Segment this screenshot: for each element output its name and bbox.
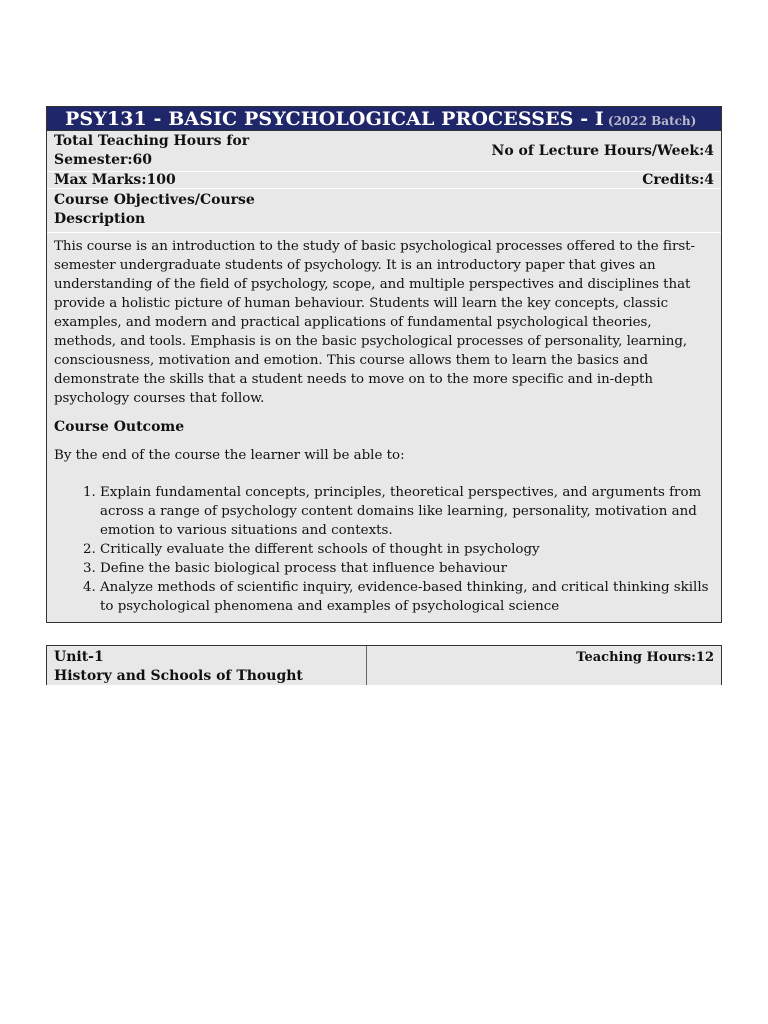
course-description: This course is an introduction to the study of basic psychological processes offered to the first-semester undergraduate students of psychology. It is an introductory paper that gives an understanding of the field of psychology, scope, and multiple perspectives and disciplines that provide a holistic picture of human behaviour. Students will learn the key concepts, classic examples, and modern and practical applications of fundamental psychological theories, methods, and tools. Emphasis is on the basic psychological processes of personality, learning, consciousness, motivation and emotion. This course allows them to learn the basics and demonstrate the skills that a student needs to move on to the more specific and in-depth psychology courses that follow. xyxy=(54,239,695,406)
objectives-heading: Course Objectives/Course Description xyxy=(54,192,255,227)
max-marks: Max Marks:100 xyxy=(54,171,176,188)
total-teaching-hours: Total Teaching Hours for Semester:60 xyxy=(54,133,250,168)
unit-label: Unit-1 xyxy=(54,649,104,665)
outcome-list xyxy=(54,483,714,616)
outcome-heading: Course Outcome xyxy=(54,419,185,435)
unit-table xyxy=(46,645,722,685)
unit-left-cell xyxy=(47,646,367,685)
unit-name: History and Schools of Thought xyxy=(54,668,303,684)
hours-row xyxy=(47,131,721,172)
unit-right-cell xyxy=(367,646,721,685)
marks-row xyxy=(47,172,721,189)
outcome-intro: By the end of the course the learner will be able to: xyxy=(54,448,405,463)
outcome-item: 2. Critically evaluate the different schools of thought in psychology xyxy=(100,540,714,559)
lecture-hours-per-week: No of Lecture Hours/Week:4 xyxy=(491,143,714,159)
course-table xyxy=(46,106,722,623)
description-cell xyxy=(47,233,721,616)
course-title: PSY131 - BASIC PSYCHOLOGICAL PROCESSES - I xyxy=(65,108,604,130)
outcome-item: 4. Analyze methods of scientific inquiry, evidence-based thinking, and critical thinking skills to psychological phenomena and examples of psychological science xyxy=(100,578,714,616)
unit-teaching-hours: Teaching Hours:12 xyxy=(576,650,714,665)
outcome-item: 3. Define the basic biological process that influence behaviour xyxy=(100,559,714,578)
objectives-heading-row xyxy=(47,189,721,233)
course-batch: (2022 Batch) xyxy=(607,114,697,128)
course-title-bar xyxy=(47,107,721,131)
outcome-item: 1. Explain fundamental concepts, principles, theoretical perspectives, and arguments from across a range of psychology content domains like learning, personality, motivation and emotion to various situations and contexts. xyxy=(100,483,714,540)
credits: Credits:4 xyxy=(642,171,714,188)
